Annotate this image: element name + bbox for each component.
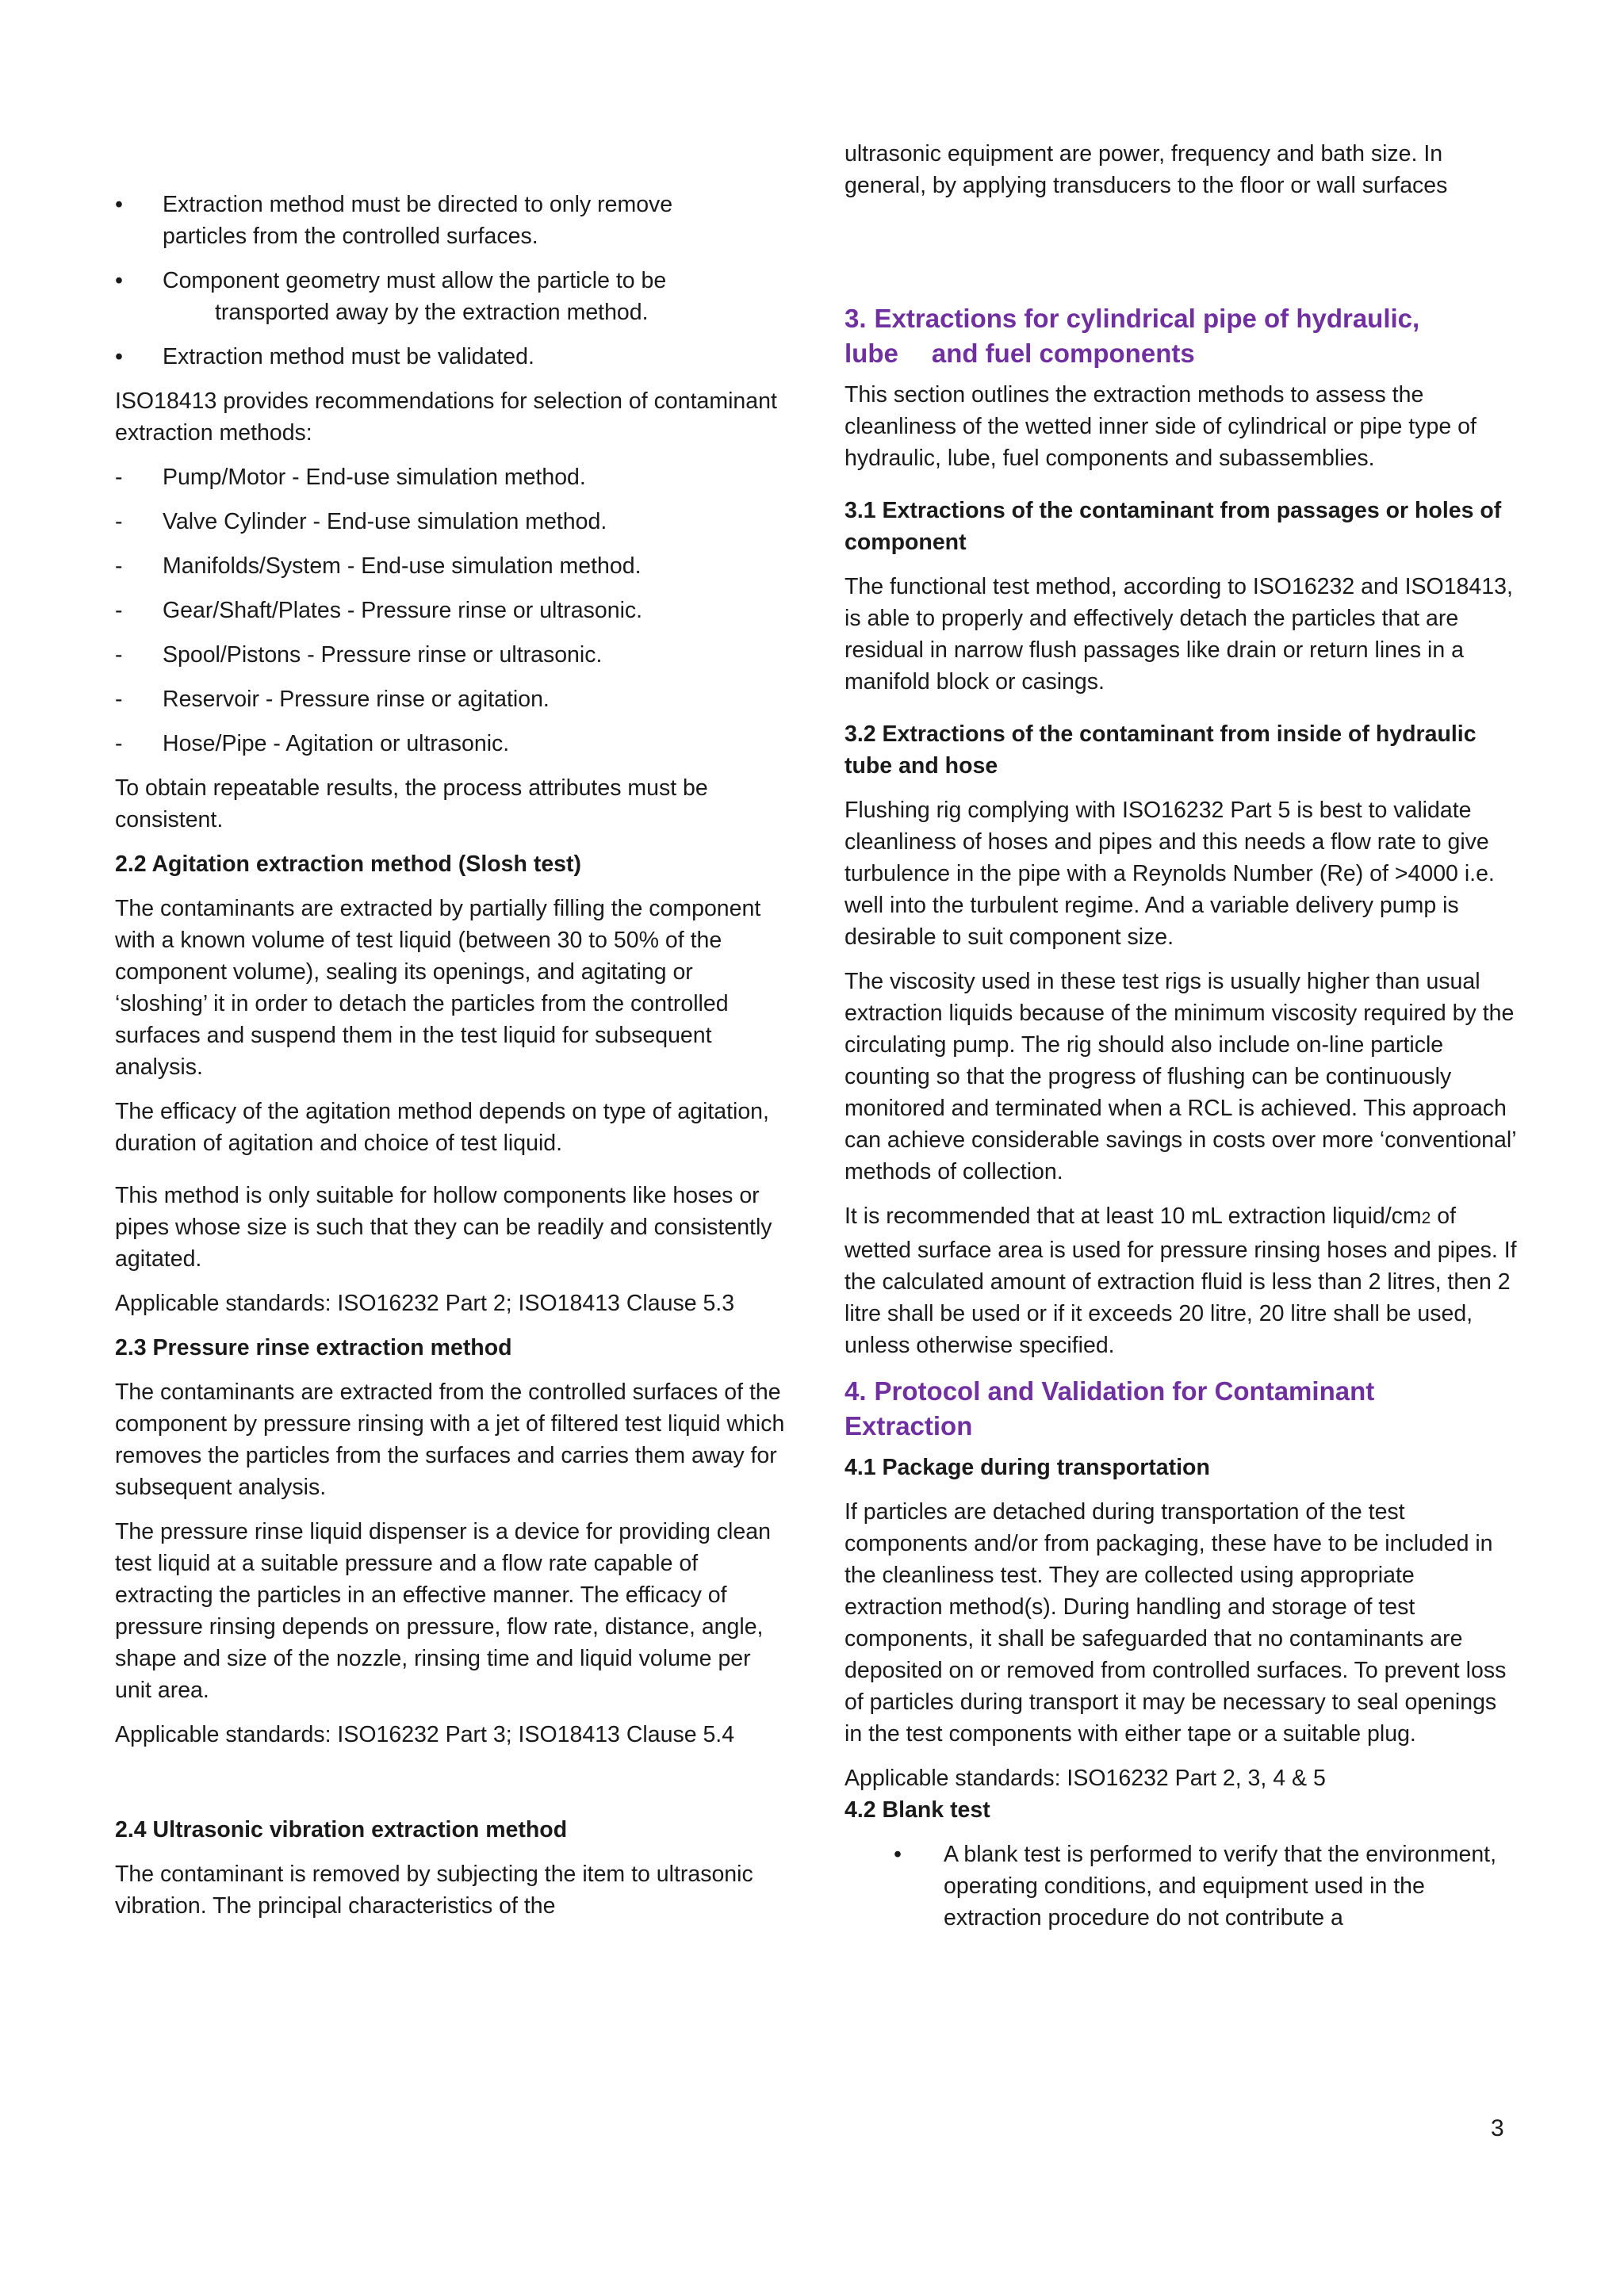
paragraph: If particles are detached during transportation of the test components and/or from packaging, these have to be included in the cleanliness test. They are collected using appropriate extraction method(s). During handling and storage of test components, it shall be safeguarded that no contaminants are deposited on or removed from controlled surfaces. To prevent loss of particles during transport it may be necessary to seal openings in the test components with either tape or a suitable plug. (845, 1499, 1507, 1747)
section-title-line: and fuel components (931, 339, 1195, 368)
paragraph: ultrasonic equipment are power, frequency and bath size. In general, by applying transducers to the floor or wall surfaces (845, 141, 1448, 198)
standards-note: Applicable standards: ISO16232 Part 2; ISO18413 Clause 5.3 (115, 1291, 735, 1316)
paragraph: This section outlines the extraction methods to assess the cleanliness of the wetted inner side of cylindrical or pipe type of hydraulic, lube, fuel components and subassemblies. (845, 382, 1477, 471)
list-item-text: Gear/Shaft/Plates - Pressure rinse or ultrasonic. (163, 598, 643, 623)
text-run: of wetted surface area is used for pressure rinsing hoses and pipes. If the calculated amount of extraction fluid is less than 2 litres, then 2 litre shall be used or if it exceeds 20 litre, 20 litre shall be used, unless otherwise specified. (845, 1203, 1517, 1358)
bullet-marker: • (115, 344, 123, 369)
section-heading-4 (845, 1374, 1519, 1444)
bullet-text: transported away by the extraction method. (215, 300, 649, 325)
list-item-text: Pump/Motor - End-use simulation method. (163, 465, 586, 490)
list-item (115, 461, 789, 493)
list-item-text: Hose/Pipe - Agitation or ultrasonic. (163, 731, 510, 756)
paragraph: The contaminants are extracted from the controlled surfaces of the component by pressure rinsing with a jet of filtered test liquid which removes the particles from the surfaces and carries them away for subsequent analysis. (115, 1380, 785, 1500)
bullet-item (115, 189, 789, 252)
spacer (845, 214, 1519, 301)
standards-note: Applicable standards: ISO16232 Part 3; ISO18413 Clause 5.4 (115, 1722, 735, 1747)
list-item-text: Reservoir - Pressure rinse or agitation. (163, 687, 550, 712)
paragraph (845, 1200, 1519, 1361)
bullet-text: Component geometry must allow the particle to be (163, 268, 667, 293)
dash-marker: - (115, 642, 123, 668)
left-column (115, 189, 789, 1934)
paragraph: Flushing rig complying with ISO16232 Part 5 is best to validate cleanliness of hoses and pipes and this needs a flow rate to give turbulence in the pipe with a Reynolds Number (Re) of >4000 i.e. well into the turbulent regime. And a variable delivery pump is desirable to suit component size. (845, 798, 1495, 950)
section-title-line: Extraction (845, 1411, 973, 1441)
paragraph: This method is only suitable for hollow components like hoses or pipes whose size is such that they can be readily and consistently agitated. (115, 1183, 772, 1272)
list-item (115, 728, 789, 760)
bullet-marker: • (115, 192, 123, 217)
section-number: 4. (845, 1376, 867, 1406)
section-heading-4-1: 4.1 Package during transportation (845, 1455, 1210, 1480)
list-item (115, 595, 789, 626)
unit-superscript: 2 (1421, 1209, 1431, 1227)
section-title-line: Protocol and Validation for Contaminant (874, 1376, 1375, 1406)
dash-marker: - (115, 465, 123, 490)
list-item-text: Valve Cylinder - End-use simulation method. (163, 509, 607, 534)
section-heading-3-1: 3.1 Extractions of the contaminant from passages or holes of component (845, 498, 1502, 555)
paragraph: The contaminants are extracted by partially filling the component with a known volume of test liquid (between 30 to 50% of the component volume), sealing its openings, and agitating or ‘sloshing’ it in order to detach the particles from the controlled surfaces and suspend them in the test liquid for subsequent analysis. (115, 896, 761, 1080)
bullet-text: Extraction method must be directed to only remove (163, 192, 673, 217)
paragraph: The contaminant is removed by subjecting the item to ultrasonic vibration. The principal characteristics of the (115, 1862, 753, 1919)
list-item (115, 683, 789, 715)
section-heading-4-2: 4.2 Blank test (845, 1797, 990, 1823)
paragraph: The efficacy of the agitation method depends on type of agitation, duration of agitation and choice of test liquid. (115, 1099, 769, 1156)
list-item (115, 550, 789, 582)
bullet-text: A blank test is performed to verify that the environment, operating conditions, and equipment used in the extraction procedure do not contribute a (944, 1842, 1497, 1931)
paragraph: The functional test method, according to ISO16232 and ISO18413, is able to properly and effectively detach the particles that are residual in narrow flush passages like drain or return lines in a manifold block or casings. (845, 574, 1513, 695)
bullet-item (845, 1839, 1519, 1934)
section-heading-2-2: 2.2 Agitation extraction method (Slosh test) (115, 851, 582, 877)
list-item (115, 639, 789, 671)
text-run: It is recommended that at least 10 mL extraction liquid/cm (845, 1203, 1422, 1229)
dash-marker: - (115, 731, 123, 756)
paragraph: To obtain repeatable results, the process attributes must be consistent. (115, 775, 708, 832)
dash-marker: - (115, 509, 123, 534)
page-number: 3 (1491, 2115, 1504, 2141)
section-heading-2-3: 2.3 Pressure rinse extraction method (115, 1335, 512, 1360)
dash-marker: - (115, 553, 123, 579)
bullet-item (115, 265, 789, 328)
section-title-line: Extractions for cylindrical pipe of hydraulic, (874, 304, 1420, 333)
bullet-item (115, 341, 789, 373)
bullet-marker: • (894, 1842, 902, 1867)
paragraph: The viscosity used in these test rigs is usually higher than usual extraction liquids because of the minimum viscosity required by the circulating pump. The rig should also include on-line particle counting so that the progress of flushing can be continuously monitored and terminated when a RCL is achieved. This approach can achieve considerable savings in costs over more ‘conventional’ methods of collection. (845, 969, 1516, 1184)
section-number: 3. (845, 304, 867, 333)
standards-note: Applicable standards: ISO16232 Part 2, 3, 4 & 5 (845, 1766, 1326, 1791)
dash-marker: - (115, 687, 123, 712)
section-title-line: lube (845, 339, 898, 368)
section-heading-2-4: 2.4 Ultrasonic vibration extraction method (115, 1817, 568, 1843)
list-item-text: Spool/Pistons - Pressure rinse or ultrasonic. (163, 642, 603, 668)
list-item-text: Manifolds/System - End-use simulation method. (163, 553, 642, 579)
bullet-text: Extraction method must be validated. (163, 344, 534, 369)
section-heading-3-2: 3.2 Extractions of the contaminant from inside of hydraulic tube and hose (845, 721, 1477, 779)
dash-marker: - (115, 598, 123, 623)
list-item (115, 506, 789, 538)
spacer (115, 1763, 789, 1814)
section-heading-3 (845, 301, 1519, 371)
paragraph: The pressure rinse liquid dispenser is a device for providing clean test liquid at a suitable pressure and a flow rate capable of extracting the particles in an effective manner. The efficacy of pressure rinsing depends on pressure, flow rate, distance, angle, shape and size of the nozzle, rinsing time and liquid volume per unit area. (115, 1519, 771, 1703)
right-column (845, 138, 1519, 1946)
bullet-marker: • (115, 268, 123, 293)
bullet-text: particles from the controlled surfaces. (163, 224, 538, 249)
intro-paragraph: ISO18413 provides recommendations for selection of contaminant extraction methods: (115, 388, 777, 446)
